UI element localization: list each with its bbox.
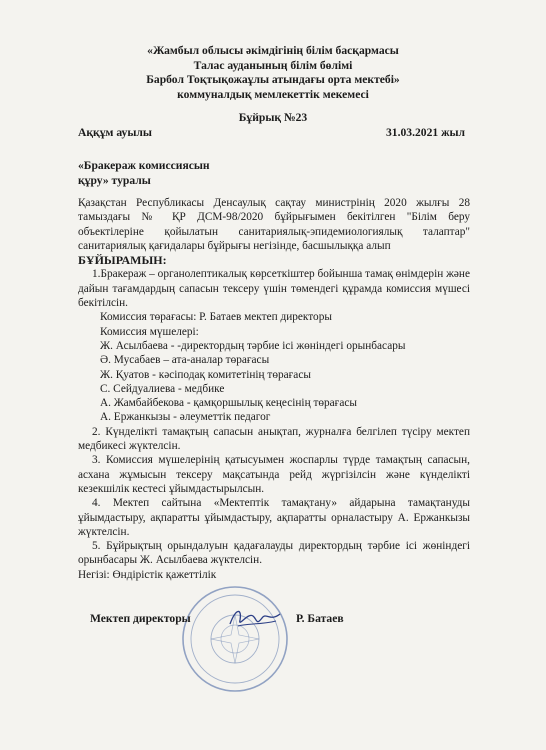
order-title: Бұйрық №23 [238,111,308,124]
signer-role: Мектеп директоры [90,612,191,625]
item-3-paragraph: 3. Комиссия мүшелерінің қатысуымен жоспарлы түрде тамақтың сапасын, асхана жұмысын тексеру мақсатында рейд жүргізілсін және күнделікті кезекшілік кестесі ұйымдастырылсын. [78,454,470,495]
order-date: 31.03.2021 жыл [386,126,466,139]
member-line: А. Жамбайбекова - қамқоршылық кеңесінің төрағасы [100,397,357,410]
preamble-paragraph: Қазақстан Республикасы Денсаулық сақтау министрінің 2020 жылғы 28 тамыздағы № ҚР ДСМ-98/2020 бұйрығымен бекітілген "Білім беру объектілеріне қойылатын санитариялық-эпидемиологиялық талаптар" санитариялық қағидалары бұйрығы негізінде, басшылыққа алып [78,197,470,252]
header-line-1: «Жамбыл облысы әкімдігінің білім басқармасы [147,44,399,57]
member-line: Ә. Мусабаев – ата-аналар төрағасы [100,354,270,367]
order-subject [78,159,210,188]
item-2-paragraph: 2. Күнделікті тамақтың сапасын анықтап, журналға белгілеп түсіру мектеп медбикесі жүктелсін. [78,425,470,453]
basis-line: Негізі: Өндірістік қажеттілік [78,568,217,581]
member-line: Ж. Қуатов - кәсіподақ комитетінің төрағасы [100,368,311,381]
order-body [78,196,470,582]
member-line: С. Сейдуалиева - медбике [100,382,225,395]
commission-chair: Комиссия төрағасы: Р. Батаев мектеп директоры [100,311,332,324]
official-seal-stamp [180,584,290,694]
subject-line-2: құру» туралы [78,173,151,187]
subject-line-1: «Бракераж комиссиясын [78,159,210,172]
handwritten-signature [226,604,284,632]
order-place: Аққұм ауылы [78,126,152,139]
item-1-paragraph: 1.Бракераж – органолептикалық көрсеткіштер бойынша тамақ өнімдерін және дайын тағамдардың сапасын тексеру үшін төмендегі құрамда комиссия мүшесі бекітілсін. [78,268,470,310]
header-line-2: Талас ауданының білім бөлімі [193,58,353,72]
item-4-paragraph: 4. Мектеп сайтына «Мектептік тамақтану» айдарына тамақтануды ұйымдастыру, ақпаратты ұйымдастыру, ақпаратты орналастыру А. Ержанкызы жүктелсін. [78,497,470,538]
item-5-paragraph: 5. Бұйрықтың орындалуын қадағалауды директордың тәрбие ісі жөніндегі орынбасары Ж. Асылбаева жүктелсін. [78,540,470,567]
signer-name: Р. Батаев [296,612,344,625]
members-label: Комиссия мүшелері: [100,325,199,338]
header-line-4: коммуналдық мемлекеттік мекемесі [177,87,369,101]
document-header [0,44,546,102]
order-word: БҰЙЫРАМЫН: [78,253,167,268]
member-line: А. Ержанкызы - әлеуметтік педагог [100,411,271,424]
member-line: Ж. Асылбаева - -директордың тәрбие ісі жөніндегі орынбасары [100,339,406,352]
header-line-3: Барбол Тоқтықожаұлы атындағы орта мектебі» [146,73,400,87]
